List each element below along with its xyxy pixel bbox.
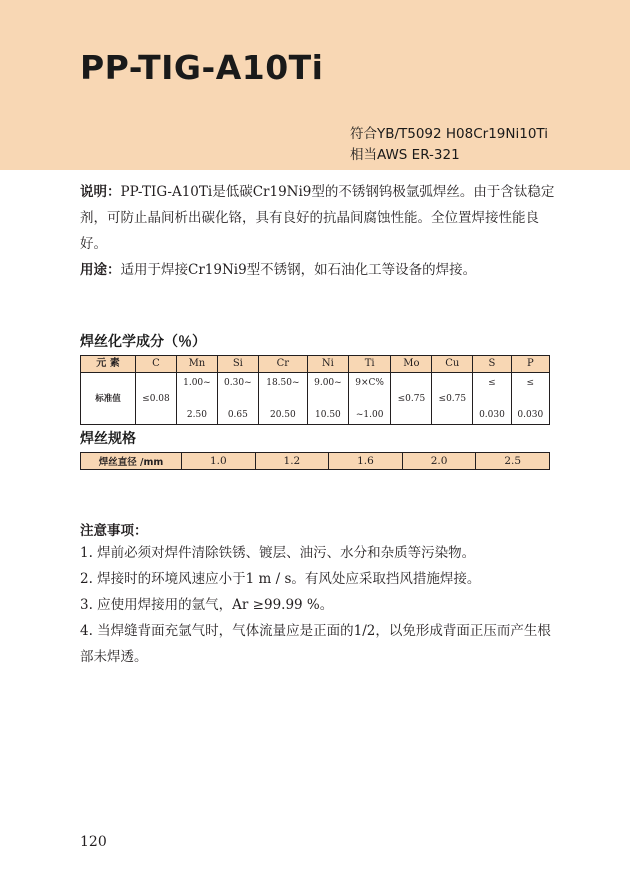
chem-row-label: 标准值 bbox=[81, 373, 136, 425]
value-cell bbox=[432, 373, 473, 425]
element-cell: Ti bbox=[348, 356, 391, 373]
element-cell: Mn bbox=[176, 356, 217, 373]
value-text: ≤0.75 bbox=[397, 393, 426, 404]
chem-header-label: 元 素 bbox=[81, 356, 136, 373]
value-text: 18.50~ bbox=[266, 377, 300, 388]
element-cell: S bbox=[473, 356, 511, 373]
note-item: 3. 应使用焊接用的氩气，Ar ≥99.99 %。 bbox=[80, 597, 334, 613]
element-cell: Cu bbox=[432, 356, 473, 373]
note-item: 4. 当焊缝背面充氩气时，气体流量应是正面的1/2，以免形成背面正压而产生根部未焊透。 bbox=[80, 623, 551, 665]
standard-line-2: 相当AWS ER-321 bbox=[349, 147, 460, 163]
diameter-cell: 2.0 bbox=[402, 453, 476, 470]
value-cell bbox=[258, 373, 307, 425]
diameter-cell: 1.0 bbox=[182, 453, 256, 470]
spec-row bbox=[81, 453, 550, 470]
value-text: ≤ bbox=[526, 377, 535, 388]
value-cell bbox=[473, 373, 511, 425]
value-text: ≤ bbox=[488, 377, 496, 388]
spec-section-title: 焊丝规格 bbox=[80, 431, 136, 447]
usage-text: 适用于焊接Cr19Ni9型不锈钢，如石油化工等设备的焊接。 bbox=[120, 262, 477, 278]
diameter-cell: 1.2 bbox=[255, 453, 329, 470]
diameter-cell: 2.5 bbox=[476, 453, 550, 470]
value-text: ~1.00 bbox=[355, 409, 384, 420]
chem-section-title: 焊丝化学成分（％） bbox=[80, 334, 206, 350]
chem-header-row bbox=[81, 356, 550, 373]
page-number: 120 bbox=[80, 834, 107, 850]
element-cell: C bbox=[136, 356, 177, 373]
note-item: 1. 焊前必须对焊件清除铁锈、镀层、油污、水分和杂质等污染物。 bbox=[80, 545, 476, 561]
description-label: 说明： bbox=[80, 184, 121, 200]
value-cell bbox=[307, 373, 348, 425]
value-cell bbox=[511, 373, 549, 425]
element-cell: P bbox=[511, 356, 549, 373]
diameter-cell: 1.6 bbox=[329, 453, 403, 470]
product-title: PP-TIG-A10Ti bbox=[80, 48, 324, 87]
value-cell bbox=[391, 373, 432, 425]
notes-title: 注意事项： bbox=[80, 523, 148, 539]
value-text: 9.00~ bbox=[314, 377, 342, 388]
value-text: 2.50 bbox=[186, 409, 207, 420]
note-item: 2. 焊接时的环境风速应小于1 m / s。有风处应采取挡风措施焊接。 bbox=[80, 571, 481, 587]
value-text: ≤0.75 bbox=[438, 393, 467, 404]
value-text: 0.65 bbox=[227, 409, 248, 420]
value-cell bbox=[217, 373, 258, 425]
element-cell: Ni bbox=[307, 356, 348, 373]
spec-row-label: 焊丝直径 /mm bbox=[81, 453, 182, 470]
chem-composition-table bbox=[80, 355, 550, 425]
description-text: PP-TIG-A10Ti是低碳Cr19Ni9型的不锈钢钨极氩弧焊丝。由于含钛稳定剂，可防止晶间析出碳化铬，具有良好的抗晶间腐蚀性能。全位置焊接性能良好。 bbox=[80, 184, 555, 252]
usage-label: 用途： bbox=[80, 262, 121, 278]
element-cell: Cr bbox=[258, 356, 307, 373]
value-text: 10.50 bbox=[315, 409, 341, 420]
notes-list bbox=[80, 540, 558, 670]
value-cell bbox=[136, 373, 177, 425]
standard-line-1: 符合YB/T5092 H08Cr19Ni10Ti bbox=[349, 126, 548, 142]
value-text: ≤0.08 bbox=[142, 393, 170, 404]
value-text: 1.00~ bbox=[183, 377, 211, 388]
value-text: 0.030 bbox=[517, 409, 544, 420]
value-text: 0.30~ bbox=[224, 377, 252, 388]
element-cell: Si bbox=[217, 356, 258, 373]
value-text: 9×C% bbox=[355, 377, 384, 388]
usage-paragraph bbox=[80, 257, 558, 283]
value-text: 0.030 bbox=[479, 409, 505, 420]
description-paragraph bbox=[80, 179, 558, 257]
value-text: 20.50 bbox=[269, 409, 296, 420]
value-cell bbox=[176, 373, 217, 425]
chem-values-row bbox=[81, 373, 550, 425]
standards-block bbox=[350, 124, 548, 166]
element-cell: Mo bbox=[391, 356, 432, 373]
wire-spec-table bbox=[80, 452, 550, 470]
value-cell bbox=[348, 373, 391, 425]
